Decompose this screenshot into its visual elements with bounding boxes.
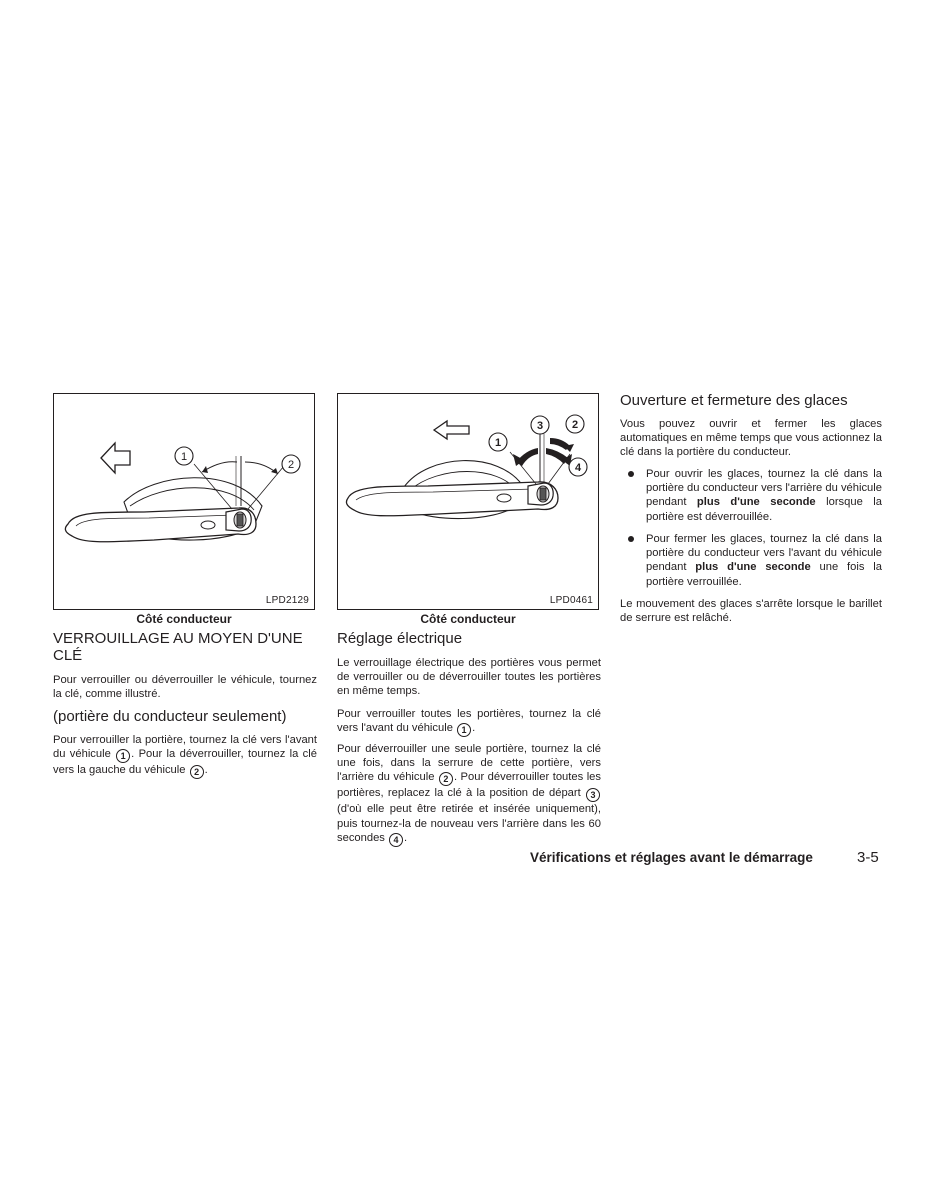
figure-code: LPD2129 xyxy=(265,595,309,606)
page-number: 3-5 xyxy=(857,849,879,866)
subsection-heading: (portière du conducteur seulement) xyxy=(53,708,287,725)
footer-title: Vérifications et réglages avant le démarrage xyxy=(530,850,813,865)
callout-number: 1 xyxy=(116,749,130,763)
forward-arrow-icon xyxy=(101,443,130,473)
section-heading: Ouverture et fermeture des glaces xyxy=(620,392,848,409)
paragraph: Pour verrouiller toutes les portières, tournez la clé vers l'avant du véhicule 1 . xyxy=(337,708,601,736)
paragraph: Le verrouillage électrique des portières vous permet de verrouiller ou de déverrouiller toutes les portières en même temps. xyxy=(337,657,601,698)
bullet-item: Pour fermer les glaces, tournez la clé dans la portière du conducteur vers l'avant du véhicule pendant plus d'une seconde une fois la portière verrouillée. xyxy=(628,532,882,589)
figure-power-lock xyxy=(337,393,599,610)
bullet-item: Pour ouvrir les glaces, tournez la clé dans la portière du conducteur vers l'arrière du véhicule pendant plus d'une seconde lorsque la portière est déverrouillée. xyxy=(628,467,882,524)
section-heading: Réglage électrique xyxy=(337,630,463,647)
paragraph: Pour verrouiller la portière, tournez la clé vers l'avant du véhicule 1 . Pour la déverrouiller, tournez la clé vers la gauche du véhicule 2 . xyxy=(53,734,317,778)
fig2-label-4: 4 xyxy=(574,462,582,474)
figure-caption: Côté conducteur xyxy=(136,612,232,626)
figure-key-lock-driver-door xyxy=(53,393,315,610)
callout-number: 3 xyxy=(586,788,600,802)
paragraph: Vous pouvez ouvrir et fermer les glaces automatiques en même temps que vous actionnez la clé dans la portière du conducteur. xyxy=(620,418,882,459)
paragraph: Pour verrouiller ou déverrouiller le véhicule, tournez la clé, comme illustré. xyxy=(53,674,317,701)
fig1-label-2: 2 xyxy=(287,459,295,471)
bullet-icon xyxy=(628,471,634,477)
callout-number: 4 xyxy=(389,833,403,847)
door-handle-illustration xyxy=(54,394,314,609)
door-handle-illustration xyxy=(338,394,598,609)
paragraph: Le mouvement des glaces s'arrête lorsque le barillet de serrure est relâché. xyxy=(620,598,882,625)
figure-code: LPD0461 xyxy=(549,595,593,606)
forward-arrow-icon xyxy=(434,421,469,439)
callout-number: 2 xyxy=(190,765,204,779)
paragraph: Pour déverrouiller une seule portière, tournez la clé une fois, dans la serrure de cette portière, vers l'arrière du véhicule 2 . Pour déverrouiller toutes les portières, replacez la clé à la position de départ 3 (d'où elle peut être retirée et insérée uniquement), puis tournez-la de nouveau vers l'arrière dans les 60 secondes 4 . xyxy=(337,743,601,845)
callout-number: 1 xyxy=(457,723,471,737)
fig1-label-1: 1 xyxy=(180,451,188,463)
bullet-icon xyxy=(628,536,634,542)
section-heading: VERROUILLAGE AU MOYEN D'UNE CLÉ xyxy=(53,630,303,664)
fig2-label-2: 2 xyxy=(571,419,579,431)
callout-number: 2 xyxy=(439,772,453,786)
fig2-label-1: 1 xyxy=(494,437,502,449)
figure-caption: Côté conducteur xyxy=(420,612,516,626)
fig2-label-3: 3 xyxy=(536,420,544,432)
